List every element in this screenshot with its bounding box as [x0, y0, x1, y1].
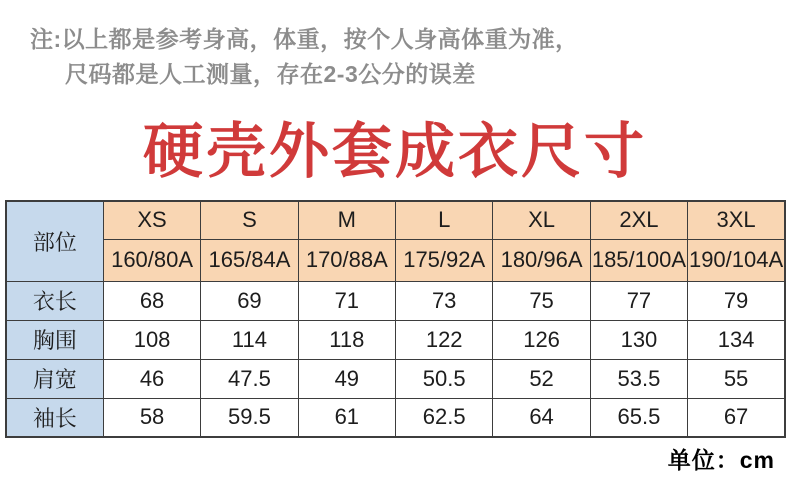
- disclaimer-note: [30, 22, 579, 92]
- cell-bust-2xl: 130: [590, 320, 687, 359]
- spec-cell-xs: 160/80A: [103, 239, 200, 281]
- size-header-3xl: 3XL: [688, 201, 785, 239]
- page-title: 硬壳外套成衣尺寸: [143, 118, 647, 185]
- table-row-specs: [6, 239, 785, 281]
- cell-sleeve-xs: 58: [103, 398, 200, 437]
- row-label-sleeve: 袖长: [6, 398, 103, 437]
- table-row-garment-length: [6, 281, 785, 320]
- spec-cell-m: 170/88A: [298, 239, 395, 281]
- cell-garment-length-m: 71: [298, 281, 395, 320]
- size-header-s: S: [201, 201, 298, 239]
- cell-bust-xl: 126: [493, 320, 590, 359]
- size-header-xl: XL: [493, 201, 590, 239]
- spec-cell-2xl: 185/100A: [590, 239, 687, 281]
- cell-sleeve-s: 59.5: [201, 398, 298, 437]
- cell-garment-length-3xl: 79: [688, 281, 785, 320]
- size-header-xs: XS: [103, 201, 200, 239]
- cell-garment-length-xs: 68: [103, 281, 200, 320]
- cell-shoulder-2xl: 53.5: [590, 359, 687, 398]
- size-header-2xl: 2XL: [590, 201, 687, 239]
- cell-shoulder-xs: 46: [103, 359, 200, 398]
- row-label-shoulder: 肩宽: [6, 359, 103, 398]
- corner-cell: 部位: [6, 201, 103, 281]
- cell-sleeve-3xl: 67: [688, 398, 785, 437]
- spec-cell-3xl: 190/104A: [688, 239, 785, 281]
- table-row-bust: [6, 320, 785, 359]
- cell-garment-length-2xl: 77: [590, 281, 687, 320]
- spec-cell-l: 175/92A: [396, 239, 493, 281]
- cell-garment-length-s: 69: [201, 281, 298, 320]
- size-header-l: L: [396, 201, 493, 239]
- cell-bust-3xl: 134: [688, 320, 785, 359]
- disclaimer-line-2: 尺码都是人工测量，存在2-3公分的误差: [65, 61, 476, 87]
- cell-bust-xs: 108: [103, 320, 200, 359]
- cell-sleeve-l: 62.5: [396, 398, 493, 437]
- disclaimer-line-1: 注:以上都是参考身高，体重，按个人身高体重为准，: [30, 26, 579, 52]
- unit-label: 单位：cm: [667, 447, 775, 473]
- cell-shoulder-s: 47.5: [201, 359, 298, 398]
- row-label-garment-length: 衣长: [6, 281, 103, 320]
- cell-bust-s: 114: [201, 320, 298, 359]
- cell-shoulder-m: 49: [298, 359, 395, 398]
- cell-sleeve-m: 61: [298, 398, 395, 437]
- cell-shoulder-l: 50.5: [396, 359, 493, 398]
- cell-bust-l: 122: [396, 320, 493, 359]
- cell-shoulder-3xl: 55: [688, 359, 785, 398]
- cell-sleeve-xl: 64: [493, 398, 590, 437]
- cell-garment-length-xl: 75: [493, 281, 590, 320]
- row-label-bust: 胸围: [6, 320, 103, 359]
- spec-cell-xl: 180/96A: [493, 239, 590, 281]
- cell-sleeve-2xl: 65.5: [590, 398, 687, 437]
- cell-garment-length-l: 73: [396, 281, 493, 320]
- size-table: [5, 200, 786, 438]
- cell-bust-m: 118: [298, 320, 395, 359]
- spec-cell-s: 165/84A: [201, 239, 298, 281]
- cell-shoulder-xl: 52: [493, 359, 590, 398]
- table-row-sleeve: [6, 398, 785, 437]
- table-row-shoulder: [6, 359, 785, 398]
- size-header-m: M: [298, 201, 395, 239]
- table-row-sizes: [6, 201, 785, 239]
